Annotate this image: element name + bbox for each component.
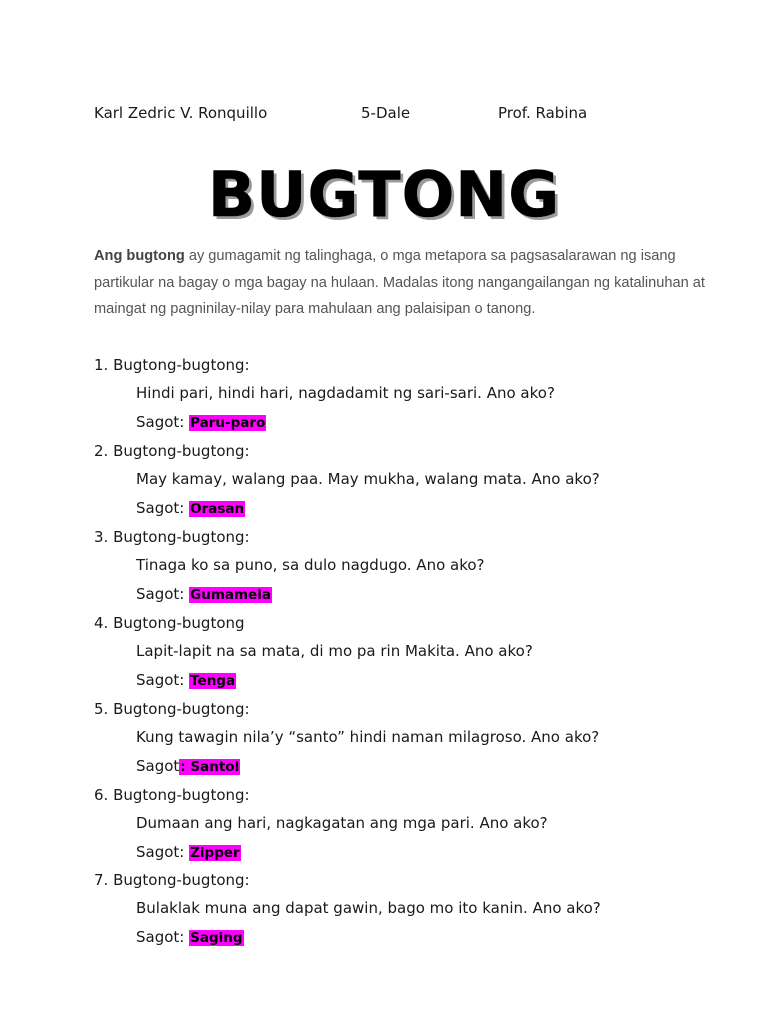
riddle-heading: 5. Bugtong-bugtong:	[94, 700, 250, 718]
riddle-text: Lapit-lapit na sa mata, di mo pa rin Makita. Ano ako?	[136, 642, 533, 660]
riddle-text: Bulaklak muna ang dapat gawin, bago mo ito kanin. Ano ako?	[136, 899, 601, 917]
student-name: Karl Zedric V. Ronquillo	[94, 104, 268, 122]
riddle-answer-row	[136, 757, 240, 775]
riddle-heading: 4. Bugtong-bugtong	[94, 614, 245, 632]
riddle-answer-row	[136, 843, 241, 861]
riddle-heading: 2. Bugtong-bugtong:	[94, 442, 250, 460]
answer-label: Sagot:	[136, 928, 190, 946]
riddle-answer-row	[136, 928, 244, 946]
riddle-text: Dumaan ang hari, nagkagatan ang mga pari. Ano ako?	[136, 814, 548, 832]
riddle-text: Hindi pari, hindi hari, nagdadamit ng sari-sari. Ano ako?	[136, 384, 555, 402]
section-name: 5-Dale	[361, 104, 411, 122]
answer-highlight: Gumamela	[190, 587, 271, 603]
professor-name: Prof. Rabina	[498, 104, 588, 122]
riddle-heading: 7. Bugtong-bugtong:	[94, 871, 250, 889]
answer-label: Sagot	[136, 757, 180, 775]
riddle-answer-row	[136, 585, 272, 603]
riddle-heading: 3. Bugtong-bugtong:	[94, 528, 250, 546]
answer-highlight: : Santol	[180, 759, 240, 775]
riddle-answer-row	[136, 499, 245, 517]
answer-label: Sagot:	[136, 499, 190, 517]
intro-lead: Ang bugtong	[94, 248, 185, 264]
answer-highlight: Saging	[190, 930, 243, 946]
intro-paragraph	[94, 243, 724, 323]
answer-highlight: Tenga	[190, 673, 236, 689]
answer-highlight: Zipper	[190, 845, 240, 861]
riddle-answer-row	[136, 671, 236, 689]
document-header	[94, 104, 714, 124]
riddle-text: May kamay, walang paa. May mukha, walang mata. Ano ako?	[136, 470, 600, 488]
answer-label: Sagot:	[136, 671, 190, 689]
riddle-answer-row	[136, 413, 266, 431]
intro-text: ay gumagamit ng talinghaga, o mga metapora sa pagsasalarawan ng isang partikular na bagay o mga bagay na hulaan. Madalas itong nangangailangan ng katalinuhan at maingat ng pagninilay-nilay para mahulaan ang palaisipan o tanong.	[94, 248, 705, 317]
answer-highlight: Paru-paro	[190, 415, 266, 431]
answer-highlight: Orasan	[190, 501, 245, 517]
riddle-text: Kung tawagin nila’y “santo” hindi naman milagroso. Ano ako?	[136, 728, 600, 746]
answer-label: Sagot:	[136, 843, 190, 861]
riddle-text: Tinaga ko sa puno, sa dulo nagdugo. Ano ako?	[136, 556, 485, 574]
riddle-heading: 6. Bugtong-bugtong:	[94, 786, 250, 804]
riddle-heading: 1. Bugtong-bugtong:	[94, 356, 250, 374]
document-title: BUGTONG	[207, 158, 561, 231]
answer-label: Sagot:	[136, 585, 190, 603]
answer-label: Sagot:	[136, 413, 190, 431]
